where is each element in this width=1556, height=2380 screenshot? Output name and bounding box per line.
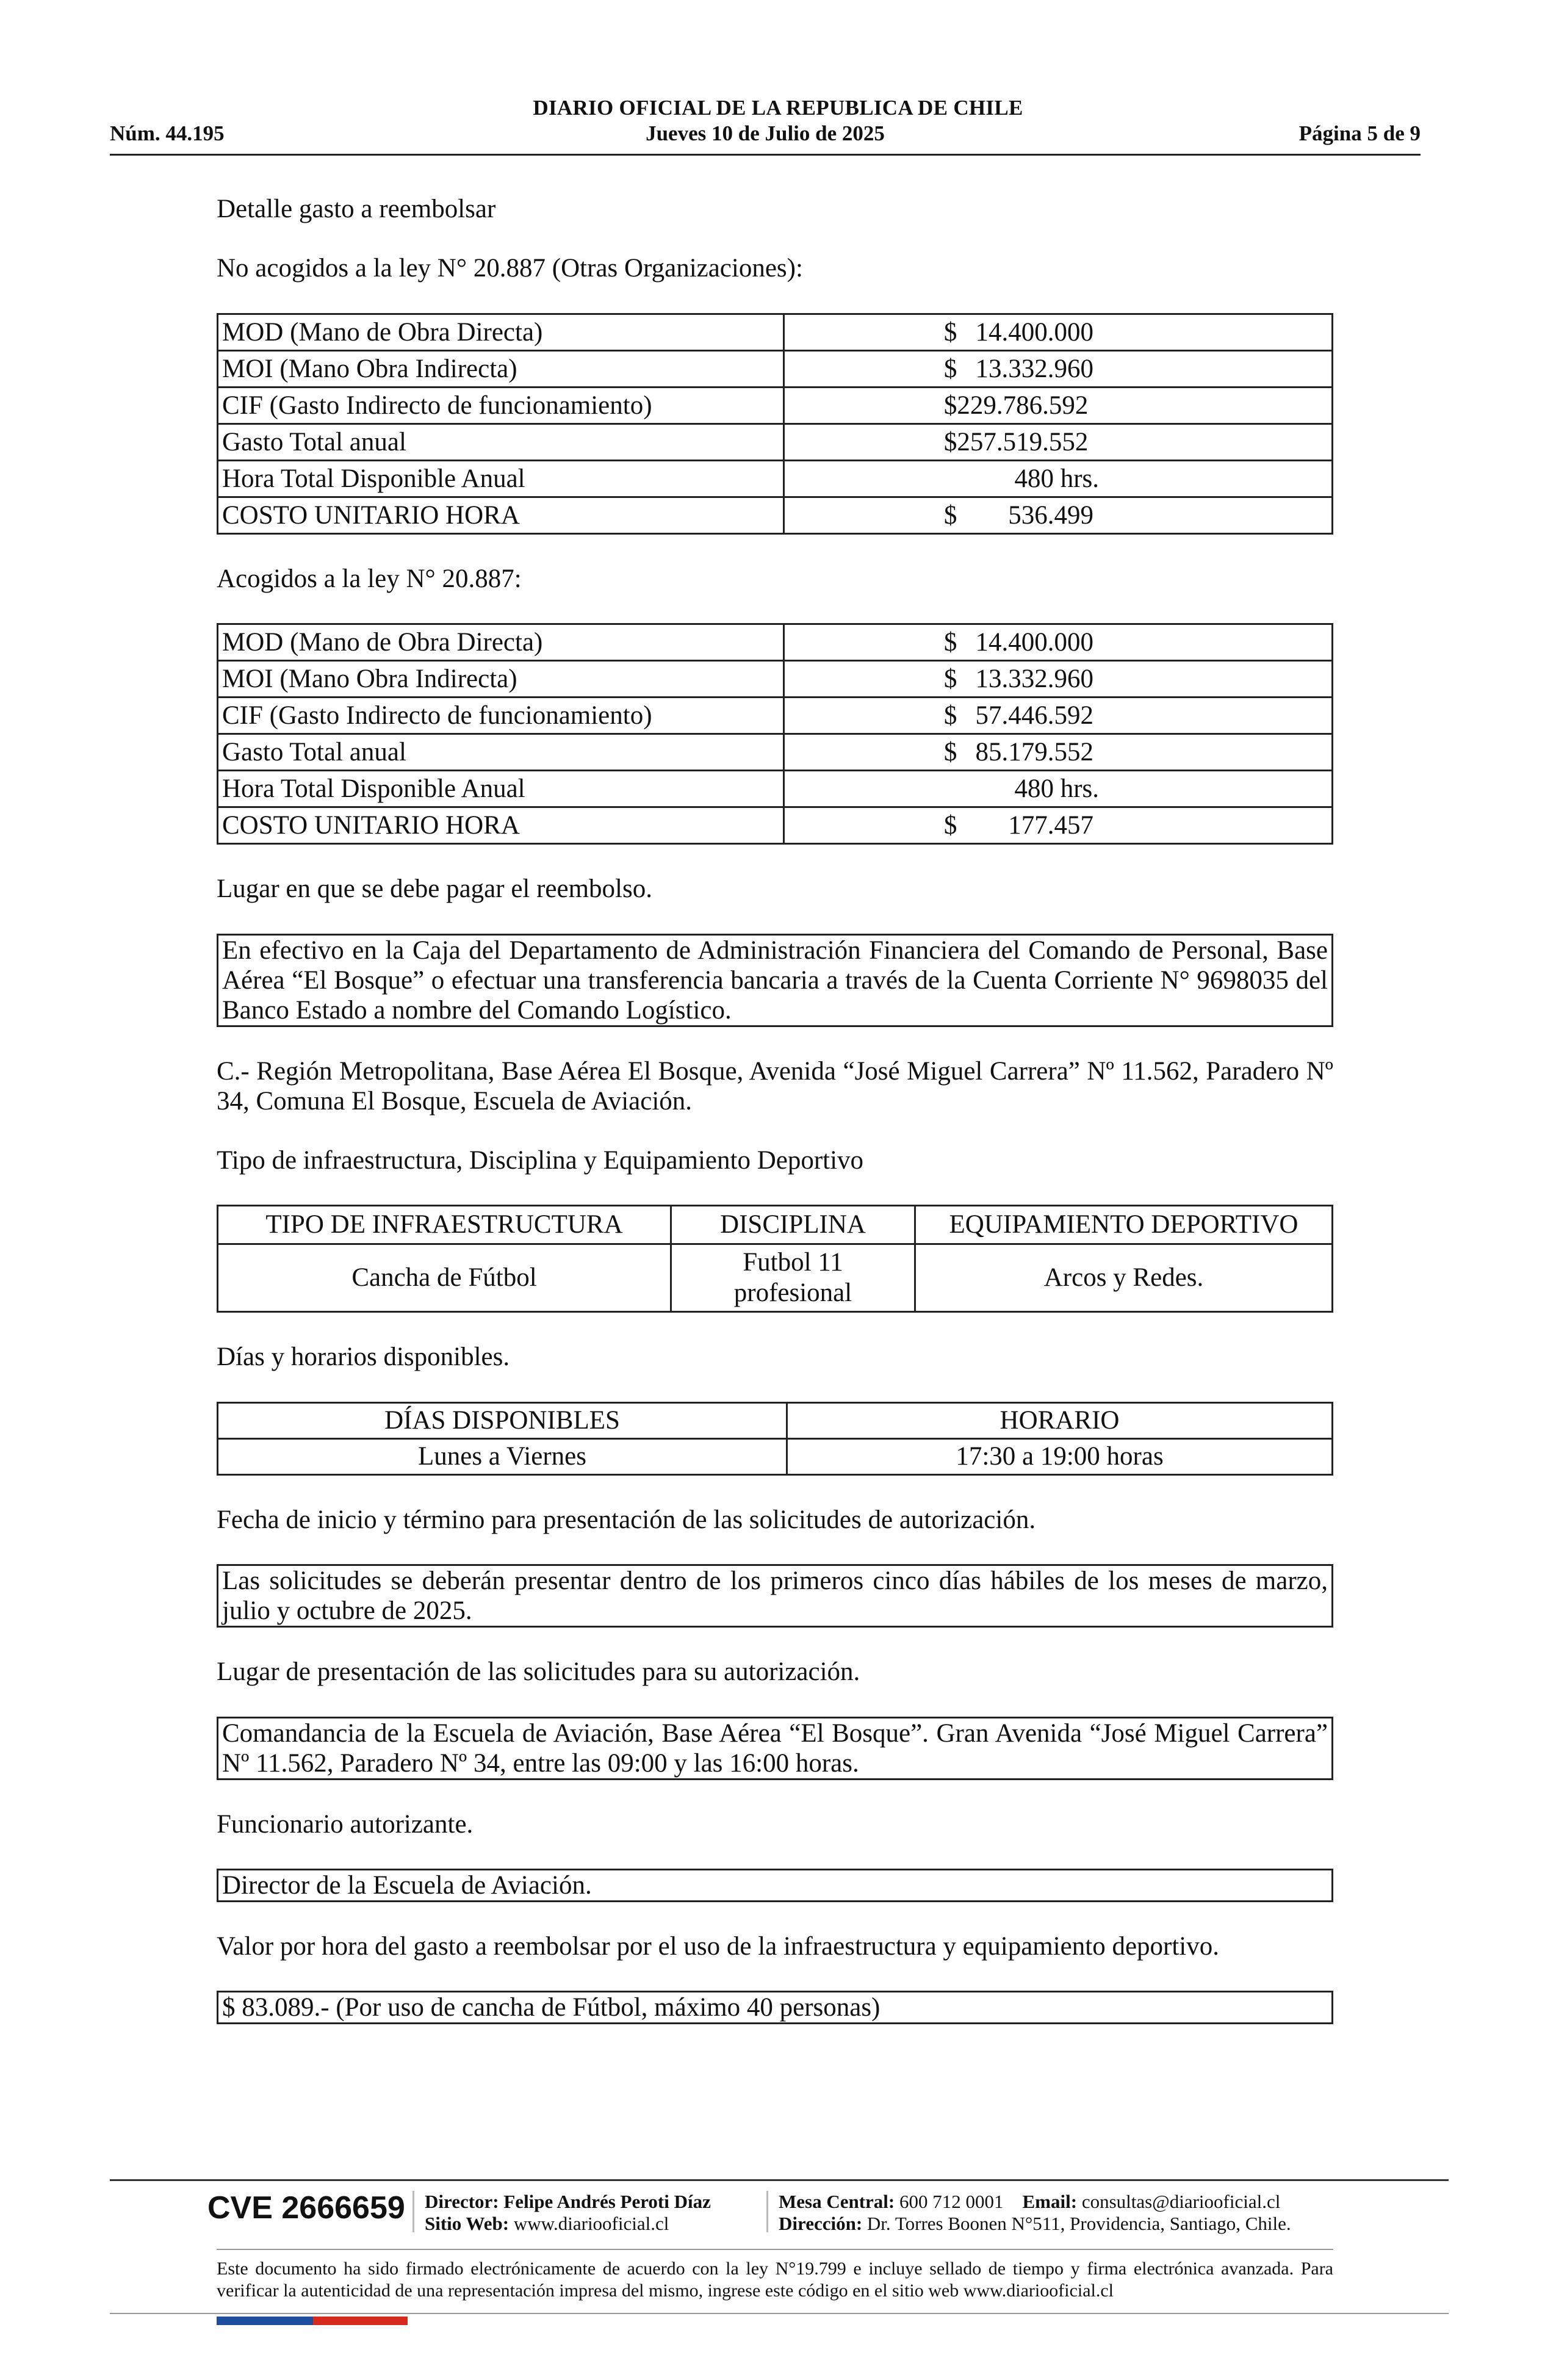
currency-symbol: $ bbox=[943, 628, 957, 657]
infraestructura-table bbox=[217, 1205, 1333, 1313]
director-label: Director: bbox=[425, 2191, 499, 2212]
header-divider bbox=[110, 154, 1421, 156]
row-label: CIF (Gasto Indirecto de funcionamiento) bbox=[218, 698, 784, 734]
footer-bottom-divider bbox=[110, 2313, 1449, 2314]
valor-box: $ 83.089.- (Por uso de cancha de Fútbol, máximo 40 personas) bbox=[217, 1991, 1333, 2024]
table-header-row bbox=[218, 1206, 1333, 1244]
dias-table bbox=[217, 1402, 1333, 1476]
section-c-text: C.- Región Metropolitana, Base Aérea El Bosque, Avenida “José Miguel Carrera” Nº 11.562, Paradero Nº 34, Comuna El Bosque, Escuela de Aviación. bbox=[217, 1056, 1333, 1116]
row-label: MOD (Mano de Obra Directa) bbox=[218, 624, 784, 661]
amount-value: $257.519.552 bbox=[943, 427, 1089, 456]
row-label: CIF (Gasto Indirecto de funcionamiento) bbox=[218, 387, 784, 424]
column-header: TIPO DE INFRAESTRUCTURA bbox=[218, 1206, 671, 1244]
currency-symbol: $ bbox=[943, 701, 957, 730]
currency-symbol: $ bbox=[943, 500, 957, 530]
email-label: Email: bbox=[1022, 2191, 1078, 2212]
cell-disciplina bbox=[671, 1244, 915, 1312]
table-row bbox=[218, 624, 1333, 661]
disciplina-line-2: profesional bbox=[733, 1278, 852, 1308]
column-header: EQUIPAMIENTO DEPORTIVO bbox=[915, 1206, 1333, 1244]
heading-dias: Días y horarios disponibles. bbox=[217, 1343, 510, 1372]
currency-symbol: $ bbox=[943, 665, 957, 694]
table-row bbox=[218, 314, 1333, 350]
currency-symbol: $ bbox=[943, 354, 957, 383]
footer-contact-block bbox=[779, 2191, 1291, 2235]
cost-table-acogidos bbox=[217, 623, 1333, 845]
table-row bbox=[218, 1438, 1333, 1474]
amount-value: 57.446.592 bbox=[975, 701, 1093, 730]
heading-valor: Valor por hora del gasto a reembolsar por el uso de la infraestructura y equipamiento deportivo. bbox=[217, 1931, 1220, 1961]
funcionario-box: Director de la Escuela de Aviación. bbox=[217, 1869, 1333, 1902]
cell-tipo: Cancha de Fútbol bbox=[218, 1244, 671, 1312]
row-label: Gasto Total anual bbox=[218, 734, 784, 771]
fecha-box: Las solicitudes se deberán presentar dentro de los primeros cinco días hábiles de los meses de marzo, julio y octubre de 2025. bbox=[217, 1564, 1333, 1628]
table-row bbox=[218, 698, 1333, 734]
row-label: MOI (Mano Obra Indirecta) bbox=[218, 350, 784, 387]
row-label: Hora Total Disponible Anual bbox=[218, 771, 784, 807]
table-row bbox=[218, 734, 1333, 771]
footer-inner-divider bbox=[217, 2249, 1333, 2250]
heading-infraestructura: Tipo de infraestructura, Disciplina y Equipamiento Deportivo bbox=[217, 1145, 864, 1175]
cve-code: CVE 2666659 bbox=[207, 2190, 405, 2226]
column-header: HORARIO bbox=[787, 1402, 1333, 1438]
page-indicator: Página 5 de 9 bbox=[1298, 121, 1421, 145]
section-heading-detalle: Detalle gasto a reembolsar bbox=[217, 195, 496, 223]
flag-stripe-red bbox=[313, 2317, 408, 2325]
column-header: DÍAS DISPONIBLES bbox=[218, 1402, 787, 1438]
mesa-label: Mesa Central: bbox=[779, 2191, 895, 2212]
row-label: Hora Total Disponible Anual bbox=[218, 460, 784, 497]
lugar-presentacion-box: Comandancia de la Escuela de Aviación, Base Aérea “El Bosque”. Gran Avenida “José Miguel Carrera” Nº 11.562, Paradero Nº 34, entre las 09:00 y las 16:00 horas. bbox=[217, 1717, 1333, 1780]
amount-value: $229.786.592 bbox=[943, 391, 1089, 420]
table-row bbox=[218, 497, 1333, 533]
direccion-label: Dirección: bbox=[779, 2213, 863, 2234]
amount-value: 13.332.960 bbox=[975, 354, 1093, 383]
table-row bbox=[218, 387, 1333, 424]
electronic-signature-note: Este documento ha sido firmado electrónicamente de acuerdo con la ley N°19.799 e incluye sellado de tiempo y firma electrónica avanzada. Para verificar la autenticidad de una representación impresa del mismo, ingrese este código en el sitio web www.diariooficial.cl bbox=[217, 2259, 1333, 2301]
heading-lugar-presentacion: Lugar de presentación de las solicitudes para su autorización. bbox=[217, 1657, 860, 1687]
footer-separator bbox=[766, 2191, 768, 2232]
row-label: MOD (Mano de Obra Directa) bbox=[218, 314, 784, 350]
amount-value: 13.332.960 bbox=[975, 665, 1093, 694]
cell-dias: Lunes a Viernes bbox=[218, 1438, 787, 1474]
table-row bbox=[218, 424, 1333, 460]
column-header: DISCIPLINA bbox=[671, 1206, 915, 1244]
flag-stripe-blue bbox=[217, 2317, 313, 2325]
document-body bbox=[217, 194, 1333, 2024]
heading-no-acogidos: No acogidos a la ley N° 20.887 (Otras Organizaciones): bbox=[217, 254, 803, 283]
heading-funcionario: Funcionario autorizante. bbox=[217, 1809, 474, 1839]
table-row bbox=[218, 350, 1333, 387]
website-link[interactable]: www.diariooficial.cl bbox=[513, 2213, 669, 2234]
issue-date: Jueves 10 de Julio de 2025 bbox=[646, 121, 885, 145]
footer-divider bbox=[110, 2179, 1449, 2181]
cost-table-no-acogidos bbox=[217, 313, 1333, 535]
currency-symbol: $ bbox=[943, 317, 957, 347]
cell-horario: 17:30 a 19:00 horas bbox=[787, 1438, 1333, 1474]
issue-number: Núm. 44.195 bbox=[110, 121, 225, 145]
row-label: COSTO UNITARIO HORA bbox=[218, 807, 784, 844]
publication-title: DIARIO OFICIAL DE LA REPUBLICA DE CHILE bbox=[533, 96, 1023, 120]
row-label: COSTO UNITARIO HORA bbox=[218, 497, 784, 533]
table-row bbox=[218, 1244, 1333, 1312]
table-row bbox=[218, 807, 1333, 844]
heading-fecha: Fecha de inicio y término para presentación de las solicitudes de autorización. bbox=[217, 1505, 1036, 1534]
row-label: MOI (Mano Obra Indirecta) bbox=[218, 661, 784, 698]
amount-value: 14.400.000 bbox=[975, 628, 1093, 657]
table-row bbox=[218, 771, 1333, 807]
amount-value: 177.457 bbox=[1008, 811, 1093, 840]
disciplina-line-1: Futbol 11 bbox=[743, 1248, 843, 1277]
amount-value: 536.499 bbox=[1008, 500, 1093, 530]
hours-value: 480 hrs. bbox=[1014, 774, 1099, 804]
cell-equipamiento: Arcos y Redes. bbox=[915, 1244, 1333, 1312]
amount-value: 85.179.552 bbox=[975, 738, 1093, 767]
heading-lugar-pago: Lugar en que se debe pagar el reembolso. bbox=[217, 874, 652, 904]
currency-symbol: $ bbox=[943, 811, 957, 840]
row-label: Gasto Total anual bbox=[218, 424, 784, 460]
direccion-text: Dr. Torres Boonen N°511, Providencia, Santiago, Chile. bbox=[866, 2213, 1291, 2234]
footer-director-block bbox=[425, 2191, 711, 2235]
table-header-row bbox=[218, 1402, 1333, 1438]
director-name: Felipe Andrés Peroti Díaz bbox=[503, 2191, 711, 2212]
amount-value: 14.400.000 bbox=[975, 317, 1093, 347]
heading-acogidos: Acogidos a la ley N° 20.887: bbox=[217, 564, 522, 593]
web-label: Sitio Web: bbox=[425, 2213, 510, 2234]
lugar-pago-box: En efectivo en la Caja del Departamento de Administración Financiera del Comando de Personal, Base Aérea “El Bosque” o efectuar una transferencia bancaria a través de la Cuenta Corriente N° 9698035 del Banco Estado a nombre del Comando Logístico. bbox=[217, 934, 1333, 1027]
currency-symbol: $ bbox=[943, 738, 957, 767]
hours-value: 480 hrs. bbox=[1014, 464, 1099, 493]
table-row bbox=[218, 460, 1333, 497]
mesa-phone: 600 712 0001 bbox=[899, 2191, 1004, 2212]
email-link[interactable]: consultas@diariooficial.cl bbox=[1081, 2191, 1281, 2212]
footer-separator bbox=[412, 2191, 414, 2232]
table-row bbox=[218, 661, 1333, 698]
